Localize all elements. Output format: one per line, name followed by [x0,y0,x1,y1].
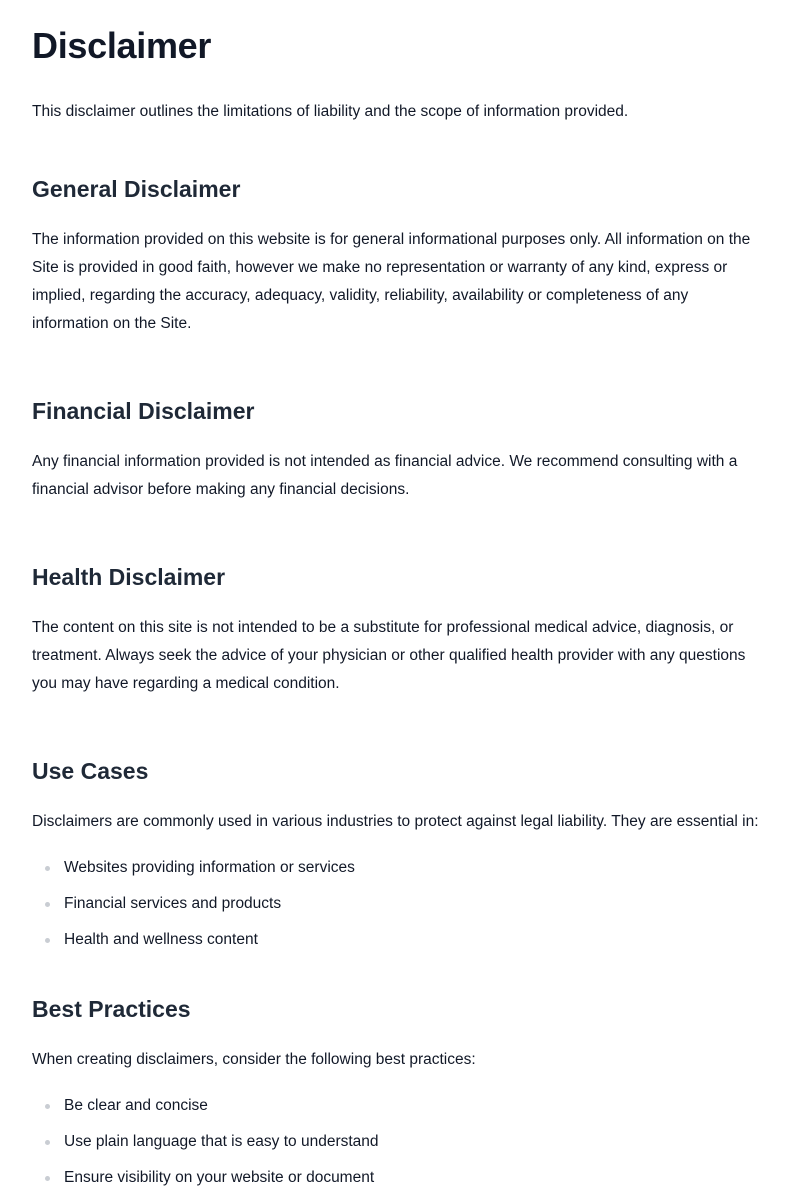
section-body: The information provided on this website is for general informational purposes only. All information on the Site is provided in good faith, however we make no representation or warranty of any kind, express or implied, regarding the accuracy, adequacy, validity, reliability, availability or completeness of any information on the Site. [32,231,751,332]
list-item: Ensure visibility on your website or document [32,1168,768,1188]
list-item: Use plain language that is easy to understand [32,1132,768,1152]
section-health-disclaimer [32,562,768,698]
section-heading: Financial Disclaimer [32,398,255,424]
section-heading: General Disclaimer [32,176,241,202]
section-body: Any financial information provided is not intended as financial advice. We recommend consulting with a financial advisor before making any financial decisions. [32,453,738,498]
section-body: The content on this site is not intended to be a substitute for professional medical advice, diagnosis, or treatment. Always seek the advice of your physician or other qualified health provider with any questions you may have regarding a medical condition. [32,619,746,692]
section-best-practices [32,994,768,1188]
section-financial-disclaimer [32,396,768,504]
section-heading: Best Practices [32,996,191,1022]
list-item: Websites providing information or services [32,858,768,878]
use-cases-list [32,858,768,950]
section-heading: Health Disclaimer [32,564,226,590]
best-practices-list [32,1096,768,1188]
intro-text: This disclaimer outlines the limitations of liability and the scope of information provided. [32,103,629,120]
list-item: Be clear and concise [32,1096,768,1116]
list-item: Financial services and products [32,894,768,914]
page-title: Disclaimer [32,25,212,66]
list-item: Health and wellness content [32,930,768,950]
section-heading: Use Cases [32,758,149,784]
section-use-cases [32,756,768,950]
section-general-disclaimer [32,174,768,338]
section-body: When creating disclaimers, consider the following best practices: [32,1051,476,1068]
section-body: Disclaimers are commonly used in various industries to protect against legal liability. They are essential in: [32,813,759,830]
